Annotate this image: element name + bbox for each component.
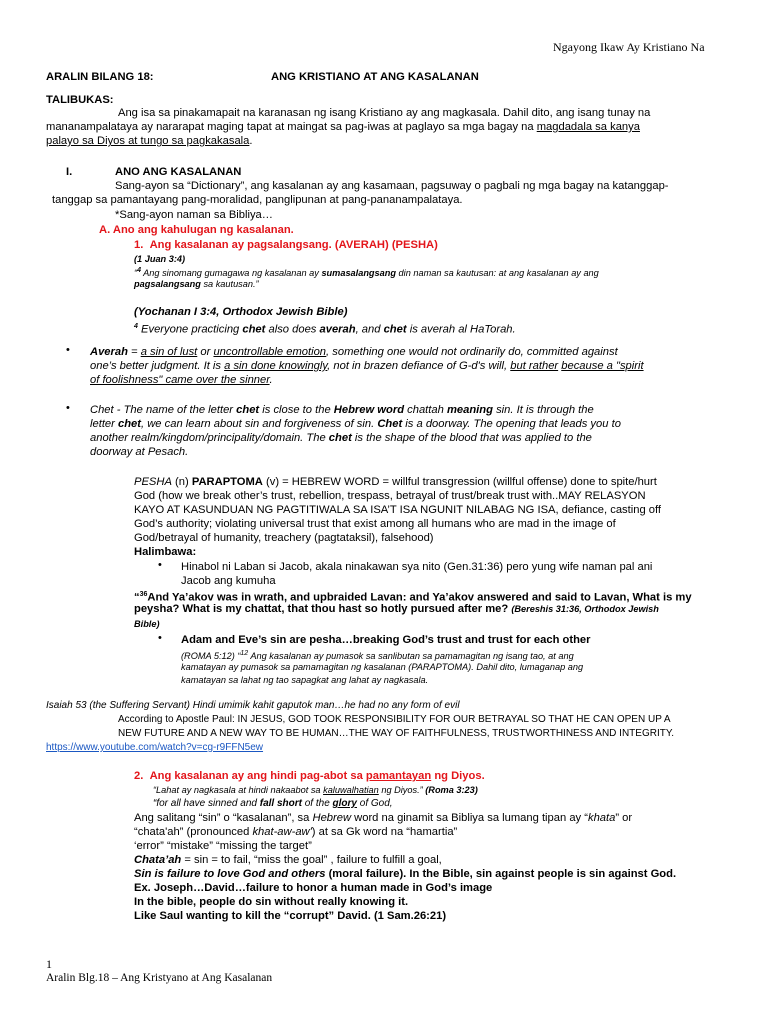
subsection-a: A. Ano ang kahulugan ng kasalanan.	[99, 224, 294, 236]
chet-line-2: letter chet, we can learn about sin and forgiveness of sin. Chet is a doorway. The opening that leads you to	[90, 418, 621, 430]
item-2: 2. Ang kasalanan ay ang hindi pag-abot sa pamantayan ng Diyos.	[134, 770, 485, 782]
roma-line-2: kamatayan ay pumasok sa pamamagitan ng kasalanan (PARAPTOMA). Dahil dito, lumaganap ang	[181, 662, 584, 672]
item-2-verse-1: “Lahat ay nagkasala at hindi nakaabot sa kaluwalhatian ng Diyos.” (Roma 3:23)	[153, 785, 478, 795]
chet-line-4: doorway at Pesach.	[90, 446, 189, 458]
halimbawa-heading: Halimbawa:	[134, 546, 197, 558]
intro-line-2: mananampalataya ay nararapat maging tapat at maingat sa pag-iwas at paglayo sa mga bagay na magdadala sa kanya	[46, 121, 640, 133]
chet-line-1: Chet - The name of the letter chet is close to the Hebrew word chattah meaning sin. It is through the	[90, 404, 594, 416]
item-2-line-3: ‘error” “mistake” “missing the target”	[134, 840, 312, 852]
apostle-paul-line-1: According to Apostle Paul: IN JESUS, GOD TOOK RESPONSIBILITY FOR OUR BETRAYAL SO THAT HE CAN OPEN UP A	[118, 714, 671, 725]
footer-title: Aralin Blg.18 – Ang Kristyano at Ang Kasalanan	[46, 972, 273, 984]
section-para-2: tanggap sa pamantayang pang-moralidad, panglipunan at pang-pananampalataya.	[52, 194, 463, 206]
section-para-3: *Sang-ayon naman sa Bibliya…	[115, 209, 273, 221]
lesson-title: ANG KRISTIANO AT ANG KASALANAN	[271, 71, 479, 83]
item-2-line-4: Chata’ah = sin = to fail, “miss the goal” , failure to fulfill a goal,	[134, 854, 442, 866]
section-para-1: Sang-ayon sa “Dictionary”, ang kasalanan ay ang kasamaan, pagsuway o pagbali ng mga bagay na katanggap-	[115, 180, 669, 192]
verse-1-line-2: pagsalangsang sa kautusan.”	[134, 279, 259, 289]
bullet-averah: •	[66, 344, 70, 356]
averah-line-2: one’s better judgment. It is a sin done knowingly, not in brazen defiance of G-d's will, but rather because a "spirit	[90, 360, 644, 372]
pesha-line-3: KAYO AT KASUNDUAN NG PAGTITIWALA SA ISA’T ISA NGUNIT NILABAG NG ISA, defiance, casting off	[134, 504, 662, 516]
bullet-ex1: •	[158, 559, 162, 571]
verse-36-line-1: “$^{36}$And Ya’akov was in wrath, and upbraided Lavan: and Ya’akov answered and said to Lavan, What is my	[134, 591, 692, 604]
running-header: Ngayong Ikaw Ay Kristiano Na	[553, 40, 705, 54]
pesha-line-1: PESHA (n) PARAPTOMA (v) = HEBREW WORD = willful transgression (willful offense) done to spite/hurt	[134, 476, 657, 488]
bullet-ex2: •	[158, 632, 162, 644]
example-1-line-2: Jacob ang kumuha	[181, 575, 276, 587]
item-2-line-6: Ex. Joseph…David…failure to honor a human made in God’s image	[134, 882, 493, 894]
pesha-line-4: God’s authority; violating universal trust that exist among all humans who are mad in the image of	[134, 518, 616, 530]
ref-1-juan: (1 Juan 3:4)	[134, 254, 186, 264]
pesha-line-5: God/betrayal of humanity, treachery (pagtataksil), falsehood)	[134, 532, 434, 544]
item-2-line-8: Like Saul wanting to kill the “corrupt” David. (1 Sam.26:21)	[134, 910, 447, 922]
roma-line-3: kamatayan sa lahat ng tao sapagkat ang lahat ay nagkasala.	[181, 675, 429, 685]
item-2-line-2: “chata'ah” (pronounced khat-aw-aw') at sa Gk word na “hamartia”	[134, 826, 458, 838]
averah-line-3: of foolishness" came over the sinner.	[90, 374, 273, 386]
item-2-line-7: In the bible, people do sin without really knowing it.	[134, 896, 409, 908]
item-2-verse-2: “for all have sinned and fall short of the glory of God,	[153, 798, 393, 809]
item-2-line-1: Ang salitang “sin” o “kasalanan”, sa Hebrew word na ginamit sa Bibliya sa lumang tipan ay “khata” or	[134, 812, 633, 824]
apostle-paul-line-2: NEW FUTURE AND A NEW WAY TO BE HUMAN…THE WAY OF FAITHFULNESS, TRUSTWORTHINESS AND INTEGRITY.	[118, 728, 674, 739]
section-title: ANO ANG KASALANAN	[115, 166, 242, 178]
verse-36-line-3: Bible)	[134, 619, 160, 629]
example-2: Adam and Eve’s sin are pesha…breaking God’s trust and trust for each other	[181, 634, 591, 646]
averah-line-1: Averah = a sin of lust or uncontrollable emotion, something one would not ordinarily do, committed against	[90, 346, 618, 358]
roma-line-1: (ROMA 5:12) “$^{12}$ Ang kasalanan ay pumasok sa sanlibutan sa pamamagitan ng isang tao, at ang	[181, 650, 574, 662]
bullet-chet: •	[66, 402, 70, 414]
intro-heading: TALIBUKAS:	[46, 94, 114, 106]
pesha-line-2: God (how we break other’s trust, rebellion, trespass, betrayal of trust/break trust with..MAY RELASYON	[134, 490, 646, 502]
isaiah-line: Isaiah 53 (the Suffering Servant) Hindi umimik kahit gaputok man…he had no any form of evil	[46, 700, 460, 711]
section-numeral: I.	[66, 166, 73, 178]
lesson-number: ARALIN BILANG 18:	[46, 71, 154, 83]
item-2-line-5: Sin is failure to love God and others (moral failure). In the Bible, sin against people is sin against God.	[134, 868, 677, 880]
chet-line-3: another realm/kingdom/principality/domain. The chet is the shape of the blood that was applied to the	[90, 432, 592, 444]
youtube-link[interactable]: https://www.youtube.com/watch?v=cg-r9FFN5ew	[46, 742, 264, 753]
footer-page-number: 1	[46, 957, 52, 971]
verse-2: $^4$ Everyone practicing chet also does averah, and chet is averah al HaTorah.	[134, 323, 516, 336]
verse-1-line-1: “$^4$ Ang sinomang gumagawa ng kasalanan ay sumasalangsang din naman sa kautusan: at ang kasalanan ay ang	[134, 267, 599, 279]
intro-line-3: palayo sa Diyos at tungo sa pagkakasala.	[46, 135, 253, 147]
intro-line-1: Ang isa sa pinakamapait na karanasan ng isang Kristiano ay ang magkasala. Dahil dito, ang isang tunay na	[118, 107, 651, 119]
ref-2-yochanan: (Yochanan I 3:4, Orthodox Jewish Bible)	[134, 306, 348, 318]
verse-36-line-2: peysha? What is my chattat, that thou hast so hotly pursued after me? (Bereshis 31:36, Orthodox Jewish	[134, 603, 659, 615]
item-1: 1. Ang kasalanan ay pagsalangsang. (AVERAH) (PESHA)	[134, 239, 438, 251]
example-1-line-1: Hinabol ni Laban si Jacob, akala ninakawan sya nito (Gen.31:36) pero yung wife naman pal ani	[181, 561, 653, 573]
